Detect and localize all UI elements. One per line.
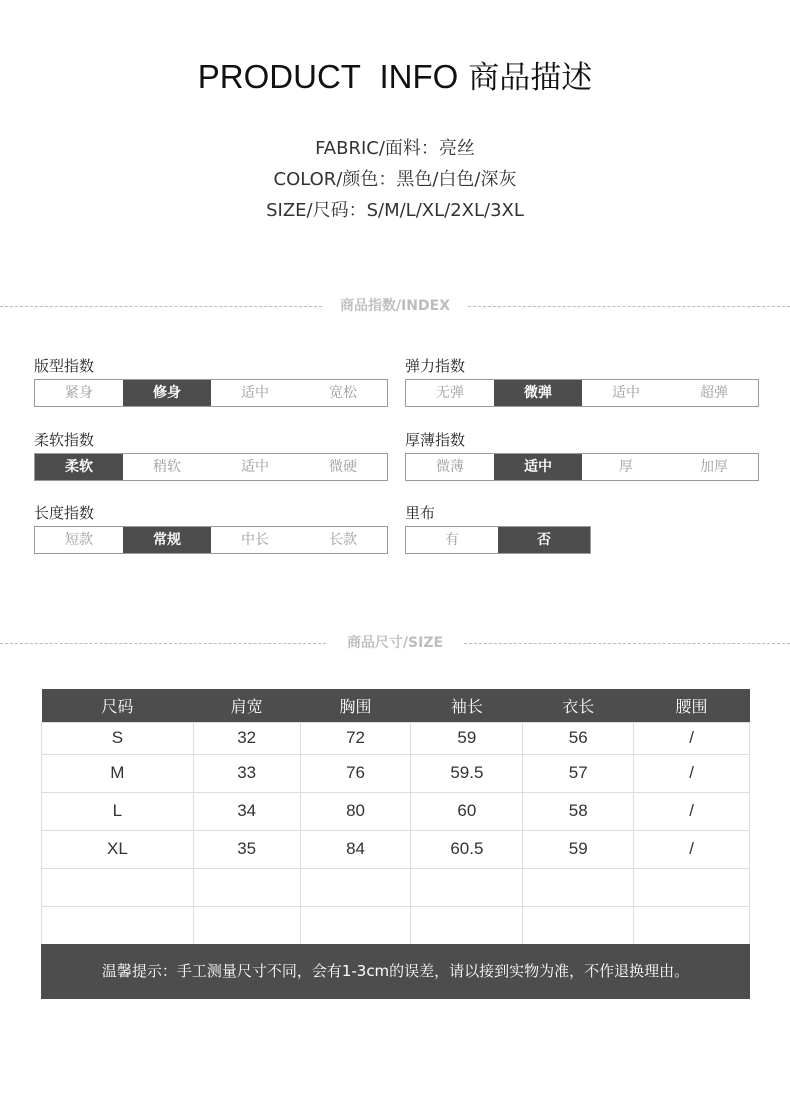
index-option: 有 xyxy=(445,532,459,548)
table-cell xyxy=(411,906,523,944)
index-option: 紧身 xyxy=(65,385,93,401)
table-cell xyxy=(523,906,634,944)
size-table-header xyxy=(42,689,750,722)
table-row xyxy=(42,906,750,944)
table-row xyxy=(42,722,750,754)
column-header: 衣长 xyxy=(523,689,634,722)
table-cell: 56 xyxy=(523,722,634,754)
index-option-selected: 常规 xyxy=(123,527,211,553)
table-cell: S xyxy=(42,722,194,754)
table-cell: / xyxy=(634,830,750,868)
table-row xyxy=(42,868,750,906)
table-cell: 80 xyxy=(300,792,411,830)
index-option: 中长 xyxy=(241,532,269,548)
divider-dash-right xyxy=(468,306,790,307)
index-option-selected: 微弹 xyxy=(494,380,582,406)
index-scale xyxy=(405,453,759,481)
table-cell xyxy=(42,868,194,906)
table-row xyxy=(42,830,750,868)
table-cell: 72 xyxy=(300,722,411,754)
table-cell xyxy=(634,868,750,906)
index-option: 适中 xyxy=(241,385,269,401)
index-option: 稍软 xyxy=(153,459,181,475)
table-cell: L xyxy=(42,792,194,830)
index-block xyxy=(405,429,759,481)
index-name: 版型指数 xyxy=(34,357,95,375)
index-option-selected: 修身 xyxy=(123,380,211,406)
table-cell xyxy=(634,906,750,944)
table-cell xyxy=(42,906,194,944)
index-name: 弹力指数 xyxy=(405,357,466,375)
index-option: 微薄 xyxy=(436,459,464,475)
index-block xyxy=(405,502,591,554)
table-cell: 33 xyxy=(193,754,300,792)
index-name: 厚薄指数 xyxy=(405,431,466,449)
index-option-selected: 适中 xyxy=(494,454,582,480)
index-option: 无弹 xyxy=(436,385,464,401)
table-cell: 34 xyxy=(193,792,300,830)
table-cell xyxy=(411,868,523,906)
table-cell: 84 xyxy=(300,830,411,868)
table-cell: 60 xyxy=(411,792,523,830)
table-cell: 59.5 xyxy=(411,754,523,792)
size-divider xyxy=(0,633,790,653)
table-cell xyxy=(193,868,300,906)
table-row xyxy=(42,754,750,792)
spec-list xyxy=(0,133,790,226)
table-cell: 32 xyxy=(193,722,300,754)
size-heading: 商品尺寸/SIZE xyxy=(346,635,444,651)
index-option: 长款 xyxy=(329,532,357,548)
table-cell: XL xyxy=(42,830,194,868)
index-scale xyxy=(405,526,591,554)
table-cell xyxy=(300,868,411,906)
index-divider xyxy=(0,296,790,316)
table-cell xyxy=(193,906,300,944)
column-header: 尺码 xyxy=(42,689,194,722)
table-cell: / xyxy=(634,792,750,830)
index-scale xyxy=(405,379,759,407)
column-header: 肩宽 xyxy=(193,689,300,722)
spec-color: COLOR/颜色：黑色/白色/深灰 xyxy=(273,169,517,190)
table-cell xyxy=(523,868,634,906)
page-title-cn: 商品描述 xyxy=(468,60,593,96)
table-cell: 59 xyxy=(523,830,634,868)
table-cell: 59 xyxy=(411,722,523,754)
index-option-selected: 否 xyxy=(498,527,590,553)
index-name: 里布 xyxy=(405,504,436,522)
index-block xyxy=(405,355,759,407)
spec-fabric: FABRIC/面料：亮丝 xyxy=(315,138,475,159)
index-option: 加厚 xyxy=(700,459,728,475)
index-option: 适中 xyxy=(241,459,269,475)
notice-banner: 温馨提示：手工测量尺寸不同，会有1-3cm的误差，请以接到实物为准，不作退换理由。 xyxy=(41,944,750,999)
size-table xyxy=(41,689,750,945)
index-option: 短款 xyxy=(65,532,93,548)
index-name: 柔软指数 xyxy=(34,431,95,449)
column-header: 腰围 xyxy=(634,689,750,722)
column-header: 胸围 xyxy=(300,689,411,722)
column-header: 袖长 xyxy=(411,689,523,722)
table-cell: 35 xyxy=(193,830,300,868)
table-cell: M xyxy=(42,754,194,792)
page-title xyxy=(0,52,790,97)
index-option: 厚 xyxy=(619,459,633,475)
table-row xyxy=(42,792,750,830)
page-title-en: PRODUCT INFO xyxy=(197,58,459,95)
index-heading: 商品指数/INDEX xyxy=(339,298,451,314)
index-block xyxy=(34,502,388,554)
table-cell: / xyxy=(634,754,750,792)
index-option: 微硬 xyxy=(329,459,357,475)
index-option: 适中 xyxy=(612,385,640,401)
index-option-selected: 柔软 xyxy=(35,454,123,480)
spec-size: SIZE/尺码：S/M/L/XL/2XL/3XL xyxy=(266,200,524,221)
table-cell: 76 xyxy=(300,754,411,792)
table-cell: 60.5 xyxy=(411,830,523,868)
table-cell xyxy=(300,906,411,944)
divider-dash-right xyxy=(464,643,790,644)
index-scale xyxy=(34,453,388,481)
index-name: 长度指数 xyxy=(34,504,95,522)
index-option: 超弹 xyxy=(700,385,728,401)
index-scale xyxy=(34,526,388,554)
index-scale xyxy=(34,379,388,407)
index-option: 宽松 xyxy=(329,385,357,401)
table-cell: 57 xyxy=(523,754,634,792)
index-block xyxy=(34,429,388,481)
table-cell: / xyxy=(634,722,750,754)
index-block xyxy=(34,355,388,407)
table-cell: 58 xyxy=(523,792,634,830)
